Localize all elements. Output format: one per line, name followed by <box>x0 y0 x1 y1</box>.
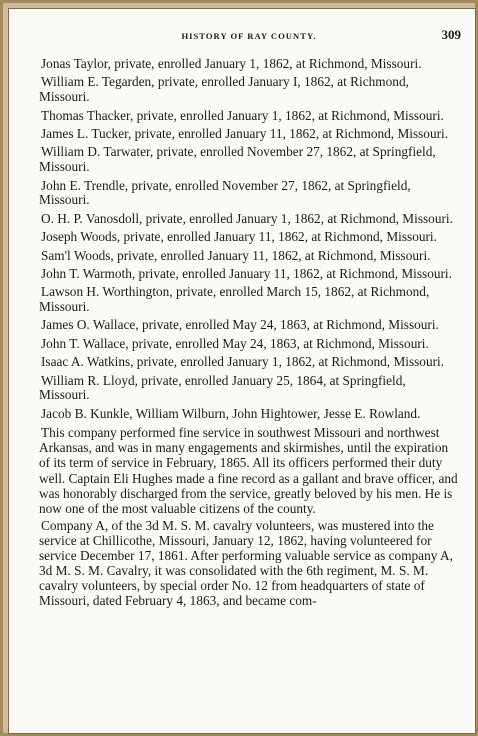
roster-entry: James O. Wallace, private, enrolled May 24, 1863, at Richmond, Missouri. <box>41 317 439 333</box>
running-head <box>39 27 459 45</box>
roster-entry: John E. Trendle, private, enrolled November 27, 1862, at Springfield, Missouri. <box>39 177 411 208</box>
narrative <box>39 425 459 608</box>
roster-list <box>39 57 459 422</box>
roster-entry: John T. Warmoth, private, enrolled January 11, 1862, at Richmond, Missouri. <box>41 265 452 281</box>
roster-entry: John T. Wallace, private, enrolled May 24, 1863, at Richmond, Missouri. <box>41 335 429 351</box>
page-sheet <box>8 8 476 734</box>
narrative-paragraph: Company A, of the 3d M. S. M. cavalry volunteers, was mustered into the service at Chillicothe, Missouri, January 12, 1862, having volunteered for service December 17, 1861. After performing valuable service as company A, 3d M. S. M. Cavalry, it was consolidated with the 6th regiment, M. S. M. cavalry volunteers, by special order No. 12 from headquarters of state of Missouri, dated February 4, 1863, and became com- <box>39 517 453 609</box>
roster-entry: Joseph Woods, private, enrolled January 11, 1862, at Richmond, Missouri. <box>41 229 437 245</box>
roster-entry: William D. Tarwater, private, enrolled November 27, 1862, at Springfield, Missouri. <box>39 144 436 175</box>
narrative-paragraph: This company performed fine service in southwest Missouri and northwest Arkansas, and was in many engagements and skirmishes, until the expiration of its term of service in February, 1865. All its officers performed their duty well. Captain Eli Hughes made a fine record as a gallant and brave officer, and was honorably discharged from the service, greatly beloved by his men. He is now one of the most valuable citizens of the county. <box>39 425 458 516</box>
roster-entry: William R. Lloyd, private, enrolled January 25, 1864, at Springfield, Missouri. <box>39 372 406 403</box>
roster-entry: William E. Tegarden, private, enrolled January I, 1862, at Richmond, Missouri. <box>39 74 409 105</box>
roster-entry: Isaac A. Watkins, private, enrolled January 1, 1862, at Richmond, Missouri. <box>41 354 445 370</box>
roster-entry: Lawson H. Worthington, private, enrolled March 15, 1862, at Richmond, Missouri. <box>39 284 430 315</box>
roster-entry: Thomas Thacker, private, enrolled January 1, 1862, at Richmond, Missouri. <box>41 107 444 123</box>
running-title: HISTORY OF RAY COUNTY. <box>181 31 317 41</box>
roster-entry: James L. Tucker, private, enrolled January 11, 1862, at Richmond, Missouri. <box>41 125 449 141</box>
roster-entry: Jacob B. Kunkle, William Wilburn, John Hightower, Jesse E. Rowland. <box>41 405 421 421</box>
page-number: 309 <box>441 27 461 42</box>
roster-entry: O. H. P. Vanosdoll, private, enrolled January 1, 1862, at Richmond, Missouri. <box>41 210 453 226</box>
roster-entry: Jonas Taylor, private, enrolled January 1, 1862, at Richmond, Missouri. <box>41 56 422 71</box>
book-page <box>39 27 459 608</box>
roster-entry: Sam'l Woods, private, enrolled January 11, 1862, at Richmond, Missouri. <box>41 247 431 263</box>
